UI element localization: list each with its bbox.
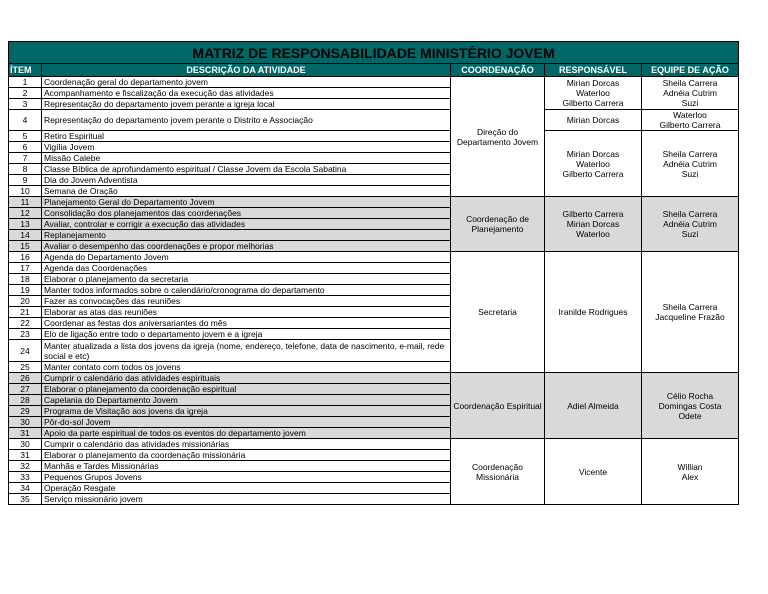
item-number: 34 — [9, 483, 42, 494]
item-number: 29 — [9, 406, 42, 417]
activity-description: Avaliar o desempenho das coordenações e propor melhorias — [42, 241, 451, 252]
coordenacao-direcao: Direção do Departamento Jovem — [451, 77, 545, 197]
item-number: 35 — [9, 494, 42, 505]
item-number: 7 — [9, 153, 42, 164]
item-number: 30 — [9, 439, 42, 450]
activity-description: Cumprir o calendário das atividades missionárias — [42, 439, 451, 450]
activity-description: Manter atualizada a lista dos jovens da igreja (nome, endereço, telefone, data de nascimento, e-mail, rede social e etc) — [42, 340, 451, 362]
activity-description: Missão Calebe — [42, 153, 451, 164]
item-number: 4 — [9, 110, 42, 131]
activity-description: Elo de ligação entre todo o departamento jovem e a igreja — [42, 329, 451, 340]
table-row — [9, 131, 739, 142]
activity-description: Representação do departamento jovem perante o Distrito e Associação — [42, 110, 451, 131]
activity-description: Replanejamento — [42, 230, 451, 241]
item-number: 6 — [9, 142, 42, 153]
activity-description: Cumprir o calendário das atividades espirituais — [42, 373, 451, 384]
header-coordenacao: COORDENAÇÃO — [451, 64, 545, 77]
responsavel-direcao-2: Mirian Dorcas — [545, 110, 642, 131]
activity-description: Manter contato com todos os jovens — [42, 362, 451, 373]
responsibility-table — [8, 41, 739, 505]
equipe-missionaria: Willian Alex — [642, 439, 739, 505]
responsavel-direcao-3: Mirian Dorcas Waterloo Gilberto Carrera — [545, 131, 642, 197]
item-number: 19 — [9, 285, 42, 296]
activity-description: Capelania do Departamento Jovem — [42, 395, 451, 406]
coordenacao-planejamento: Coordenação de Planejamento — [451, 197, 545, 252]
activity-description: Consolidação dos planejamentos das coordenações — [42, 208, 451, 219]
responsavel-direcao-1: Mirian Dorcas Waterloo Gilberto Carrera — [545, 77, 642, 110]
coordenacao-secretaria: Secretaria — [451, 252, 545, 373]
item-number: 17 — [9, 263, 42, 274]
activity-description: Avaliar, controlar e corrigir a execução das atividades — [42, 219, 451, 230]
table-row — [9, 252, 739, 263]
activity-description: Fazer as convocações das reuniões — [42, 296, 451, 307]
item-number: 5 — [9, 131, 42, 142]
item-number: 12 — [9, 208, 42, 219]
item-number: 31 — [9, 428, 42, 439]
item-number: 8 — [9, 164, 42, 175]
responsavel-planejamento: Gilberto Carrera Mirian Dorcas Waterloo — [545, 197, 642, 252]
header-responsavel: RESPONSÁVEL — [545, 64, 642, 77]
equipe-direcao-1: Sheila Carrera Adnéia Cutrim Suzi — [642, 77, 739, 110]
activity-description: Vigília Jovem — [42, 142, 451, 153]
table-row — [9, 77, 739, 88]
activity-description: Coordenar as festas dos aniversariantes do mês — [42, 318, 451, 329]
activity-description: Pôr-do-sol Jovem — [42, 417, 451, 428]
item-number: 30 — [9, 417, 42, 428]
item-number: 18 — [9, 274, 42, 285]
activity-description: Retiro Espiritual — [42, 131, 451, 142]
responsibility-matrix-sheet — [8, 41, 739, 505]
activity-description: Semana de Oração — [42, 186, 451, 197]
activity-description: Agenda das Coordenações — [42, 263, 451, 274]
activity-description: Agenda do Departamento Jovem — [42, 252, 451, 263]
item-number: 9 — [9, 175, 42, 186]
equipe-secretaria: Sheila Carrera Jacqueline Frazão — [642, 252, 739, 373]
item-number: 31 — [9, 450, 42, 461]
equipe-espiritual: Célio Rocha Domingas Costa Odete — [642, 373, 739, 439]
item-number: 26 — [9, 373, 42, 384]
item-number: 14 — [9, 230, 42, 241]
activity-description: Representação do departamento jovem perante a igreja local — [42, 99, 451, 110]
activity-description: Manter todos informados sobre o calendário/cronograma do departamento — [42, 285, 451, 296]
item-number: 23 — [9, 329, 42, 340]
item-number: 13 — [9, 219, 42, 230]
header-descricao: DESCRIÇÃO DA ATIVIDADE — [42, 64, 451, 77]
item-number: 25 — [9, 362, 42, 373]
header-equipe: EQUIPE DE AÇÃO — [642, 64, 739, 77]
item-number: 28 — [9, 395, 42, 406]
item-number: 1 — [9, 77, 42, 88]
responsavel-secretaria: Iranilde Rodrigues — [545, 252, 642, 373]
activity-description: Elaborar as atas das reuniões — [42, 307, 451, 318]
item-number: 21 — [9, 307, 42, 318]
activity-description: Elaborar o planejamento da secretaria — [42, 274, 451, 285]
matrix-title: MATRIZ DE RESPONSABILIDADE MINISTÉRIO JOVEM — [9, 42, 739, 64]
activity-description: Apoio da parte espiritual de todos os eventos do departamento jovem — [42, 428, 451, 439]
header-item: ÍTEM — [9, 64, 42, 77]
activity-description: Acompanhamento e fiscalização da execução das atividades — [42, 88, 451, 99]
item-number: 15 — [9, 241, 42, 252]
coordenacao-espiritual: Coordenação Espiritual — [451, 373, 545, 439]
item-number: 10 — [9, 186, 42, 197]
activity-description: Elaborar o planejamento da coordenação missionária — [42, 450, 451, 461]
item-number: 32 — [9, 461, 42, 472]
activity-description: Planejamento Geral do Departamento Jovem — [42, 197, 451, 208]
equipe-planejamento: Sheila Carrera Adnéia Cutrim Suzi — [642, 197, 739, 252]
activity-description: Elaborar o planejamento da coordenação espiritual — [42, 384, 451, 395]
activity-description: Pequenos Grupos Jovens — [42, 472, 451, 483]
item-number: 3 — [9, 99, 42, 110]
item-number: 11 — [9, 197, 42, 208]
item-number: 33 — [9, 472, 42, 483]
table-row — [9, 373, 739, 384]
activity-description: Dia do Jovem Adventista — [42, 175, 451, 186]
table-row — [9, 197, 739, 208]
item-number: 24 — [9, 340, 42, 362]
table-row — [9, 439, 739, 450]
activity-description: Operação Resgate — [42, 483, 451, 494]
equipe-direcao-3: Sheila Carrera Adnéia Cutrim Suzi — [642, 131, 739, 197]
item-number: 2 — [9, 88, 42, 99]
activity-description: Manhãs e Tardes Missionárias — [42, 461, 451, 472]
responsavel-missionaria: Vicente — [545, 439, 642, 505]
responsavel-espiritual: Adiel Almeida — [545, 373, 642, 439]
activity-description: Classe Bíblica de aprofundamento espiritual / Classe Jovem da Escola Sabatina — [42, 164, 451, 175]
item-number: 27 — [9, 384, 42, 395]
item-number: 22 — [9, 318, 42, 329]
table-row — [9, 110, 739, 131]
activity-description: Serviço missionário jovem — [42, 494, 451, 505]
activity-description: Coordenação geral do departamento jovem — [42, 77, 451, 88]
item-number: 16 — [9, 252, 42, 263]
activity-description: Programa de Visitação aos jovens da igreja — [42, 406, 451, 417]
coordenacao-missionaria: Coordenação Missionária — [451, 439, 545, 505]
item-number: 20 — [9, 296, 42, 307]
equipe-direcao-2: Waterloo Gilberto Carrera — [642, 110, 739, 131]
